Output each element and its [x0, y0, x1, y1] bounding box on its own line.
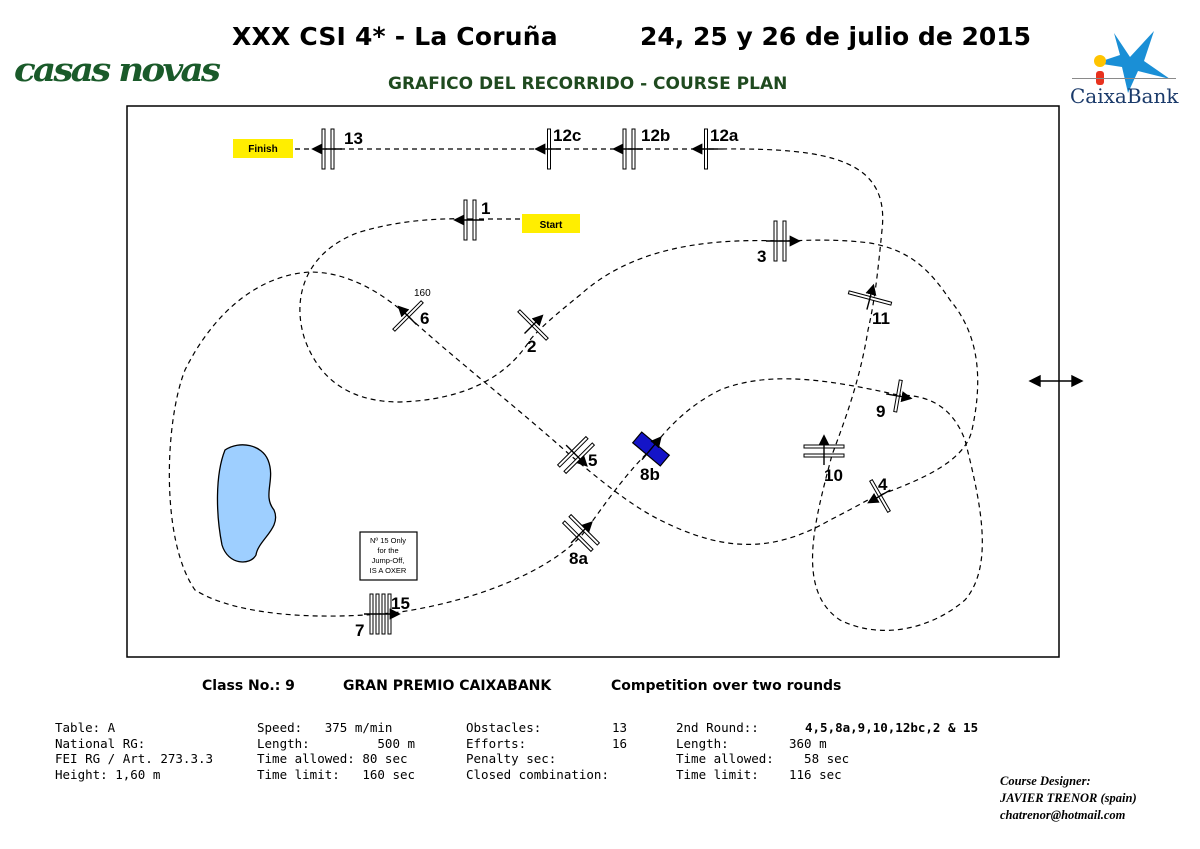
exit-arrow-icon: [1030, 376, 1082, 386]
detail-label: Efforts:: [466, 735, 527, 751]
sponsor-logo: casas novas: [14, 50, 219, 89]
obstacle-label-12c: 12c: [553, 126, 582, 145]
detail-line: Time allowed: 80 sec: [257, 751, 408, 766]
obstacle-13: [314, 129, 342, 169]
details-col-4-values: [789, 720, 978, 782]
detail-label: Penalty sec:: [466, 751, 557, 766]
detail-value: 116 sec: [789, 766, 842, 782]
obstacle-label-12b: 12b: [641, 126, 671, 145]
detail-value: 13: [612, 720, 628, 735]
water-jump: [217, 445, 275, 562]
details-col-3-values: [612, 720, 627, 751]
detail-value: 4,5,8a,9,10,12bc,2 & 15: [805, 720, 979, 735]
detail-line: Length: 500 m: [257, 735, 416, 751]
detail-line: National RG:: [55, 735, 146, 751]
obstacle-10: [804, 437, 844, 465]
jumpoff-note-line: Nº 15 Only: [369, 536, 407, 545]
detail-label: 2nd Round::: [676, 720, 759, 735]
jumpoff-note-line: IS A OXER: [369, 566, 407, 575]
details-col-4-labels: [676, 720, 774, 782]
competition-type: Competition over two rounds: [611, 678, 842, 694]
jumpoff-note-line: for the: [377, 546, 399, 555]
details-col-2: [257, 720, 415, 782]
event-title: XXX CSI 4* - La Coruña: [232, 22, 558, 51]
details-col-3-labels: [466, 720, 609, 782]
finish-label: Finish: [248, 144, 278, 155]
designer-title: Course Designer:: [1000, 774, 1091, 788]
event-dates: 24, 25 y 26 de julio de 2015: [640, 22, 1032, 51]
designer-email: chatrenor@hotmail.com: [1000, 808, 1126, 822]
obstacle-12b: [615, 129, 643, 169]
obstacle-label-10: 10: [824, 466, 843, 485]
detail-line: Table: A: [55, 720, 116, 735]
detail-line: Speed: 375 m/min: [257, 720, 393, 735]
obstacle-label-5: 5: [588, 451, 598, 470]
detail-label: Length:: [676, 735, 729, 751]
obstacle-label-3: 3: [757, 247, 767, 266]
obstacle-label-1: 1: [481, 199, 491, 218]
detail-line: FEI RG / Art. 273.3.3: [55, 751, 214, 766]
detail-label: Obstacles:: [466, 720, 542, 735]
detail-line: Height: 1,60 m: [55, 766, 161, 782]
designer-name: JAVIER TRENOR (spain): [1000, 791, 1137, 805]
obstacle-label-9: 9: [876, 402, 886, 421]
jumpoff-note-line: Jump-Off,: [371, 556, 405, 565]
obstacle-1: [456, 200, 484, 240]
detail-value: 58 sec: [789, 751, 850, 766]
detail-value: 16: [612, 735, 628, 751]
obstacle-3: [766, 221, 798, 261]
class-number: Class No.: 9: [202, 678, 295, 694]
obstacle-label-8a: 8a: [569, 549, 588, 568]
obstacle-label-13: 13: [344, 129, 363, 148]
course-designer: [1000, 773, 1137, 824]
obstacle-label-7: 7: [355, 621, 365, 640]
obstacle-label-11: 11: [872, 309, 890, 328]
arena-border: [127, 106, 1059, 657]
obstacle-label-12a: 12a: [710, 126, 739, 145]
start-label: Start: [539, 220, 563, 231]
detail-label: Time limit:: [676, 766, 759, 782]
bank-name: CaixaBank: [1070, 84, 1179, 108]
obstacle-label-8b: 8b: [640, 465, 660, 484]
details-col-1: [55, 720, 213, 782]
height-marker: 160: [414, 288, 431, 299]
obstacle-label-4: 4: [878, 475, 888, 494]
obstacle-label-15: 15: [391, 594, 410, 613]
obstacle-label-6: 6: [420, 309, 430, 328]
class-name: GRAN PREMIO CAIXABANK: [343, 678, 552, 694]
detail-label: Closed combination:: [466, 766, 609, 782]
detail-value: 360 m: [789, 735, 827, 751]
detail-line: Time limit: 160 sec: [257, 766, 416, 782]
detail-label: Time allowed:: [676, 751, 774, 766]
page-subtitle: GRAFICO DEL RECORRIDO - COURSE PLAN: [388, 74, 788, 94]
obstacle-label-2: 2: [527, 337, 537, 356]
